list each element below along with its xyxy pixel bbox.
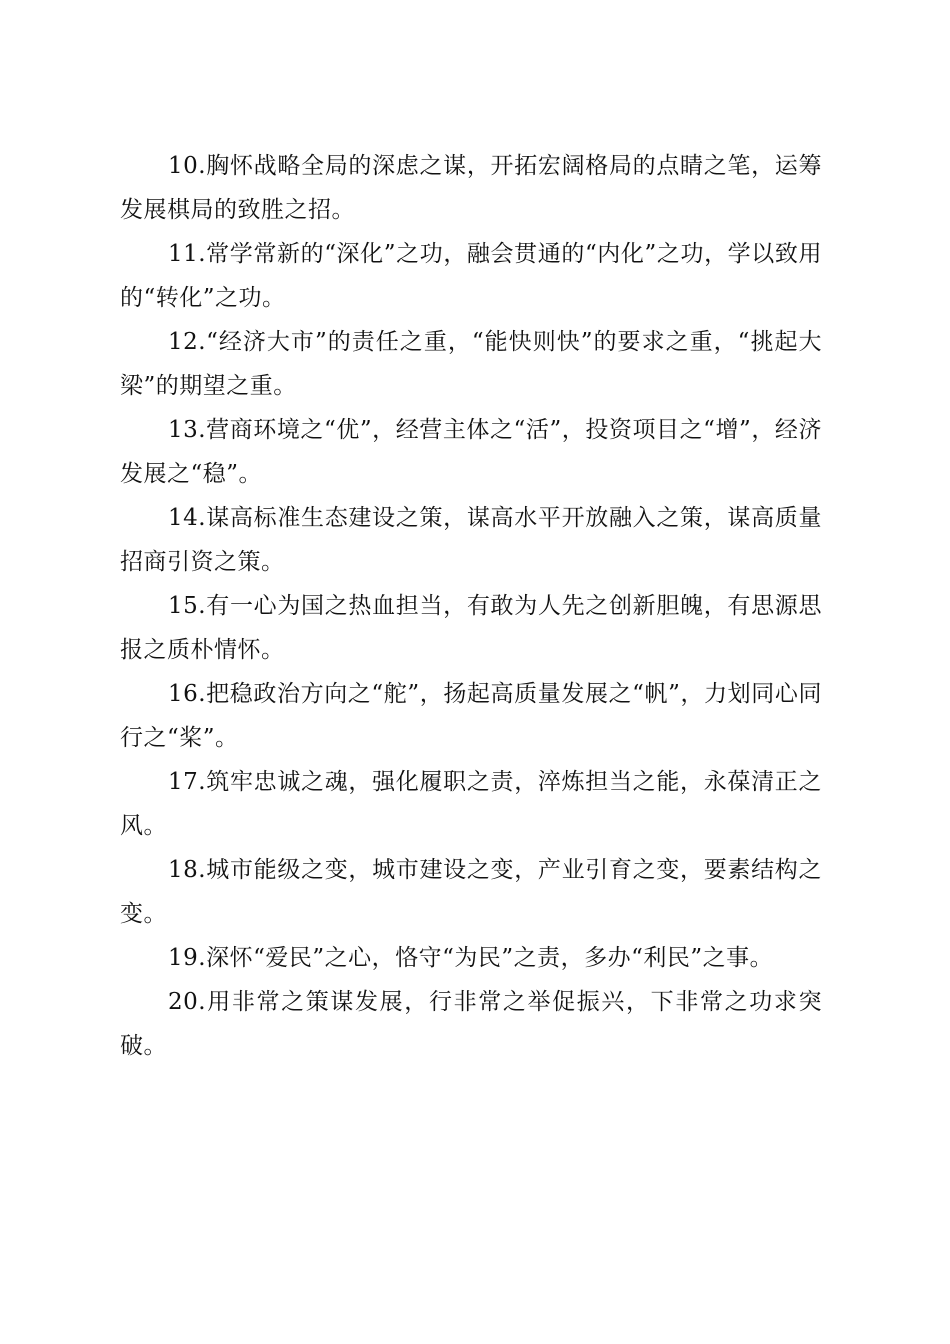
list-item: 11.常学常新的“深化”之功，融会贯通的“内化”之功，学以致用的“转化”之功。 <box>120 241 822 311</box>
list-item: 18.城市能级之变，城市建设之变，产业引育之变，要素结构之变。 <box>120 857 822 927</box>
list-item: 17.筑牢忠诚之魂，强化履职之责，淬炼担当之能，永葆清正之风。 <box>120 769 822 839</box>
list-item: 14.谋高标准生态建设之策，谋高水平开放融入之策，谋高质量招商引资之策。 <box>120 505 822 575</box>
list-item: 13.营商环境之“优”，经营主体之“活”，投资项目之“增”，经济发展之“稳”。 <box>120 417 822 487</box>
list-item: 10.胸怀战略全局的深虑之谋，开拓宏阔格局的点睛之笔，运筹发展棋局的致胜之招。 <box>120 153 822 223</box>
list-item: 16.把稳政治方向之“舵”，扬起高质量发展之“帆”，力划同心同行之“桨”。 <box>120 681 822 751</box>
list-item: 19.深怀“爱民”之心，恪守“为民”之责，多办“利民”之事。 <box>168 945 774 971</box>
list-item: 20.用非常之策谋发展，行非常之举促振兴，下非常之功求突破。 <box>120 989 822 1059</box>
list-item: 15.有一心为国之热血担当，有敢为人先之创新胆魄，有思源思报之质朴情怀。 <box>120 593 822 663</box>
document-body <box>120 144 822 1068</box>
list-item: 12.“经济大市”的责任之重，“能快则快”的要求之重，“挑起大梁”的期望之重。 <box>120 329 822 399</box>
